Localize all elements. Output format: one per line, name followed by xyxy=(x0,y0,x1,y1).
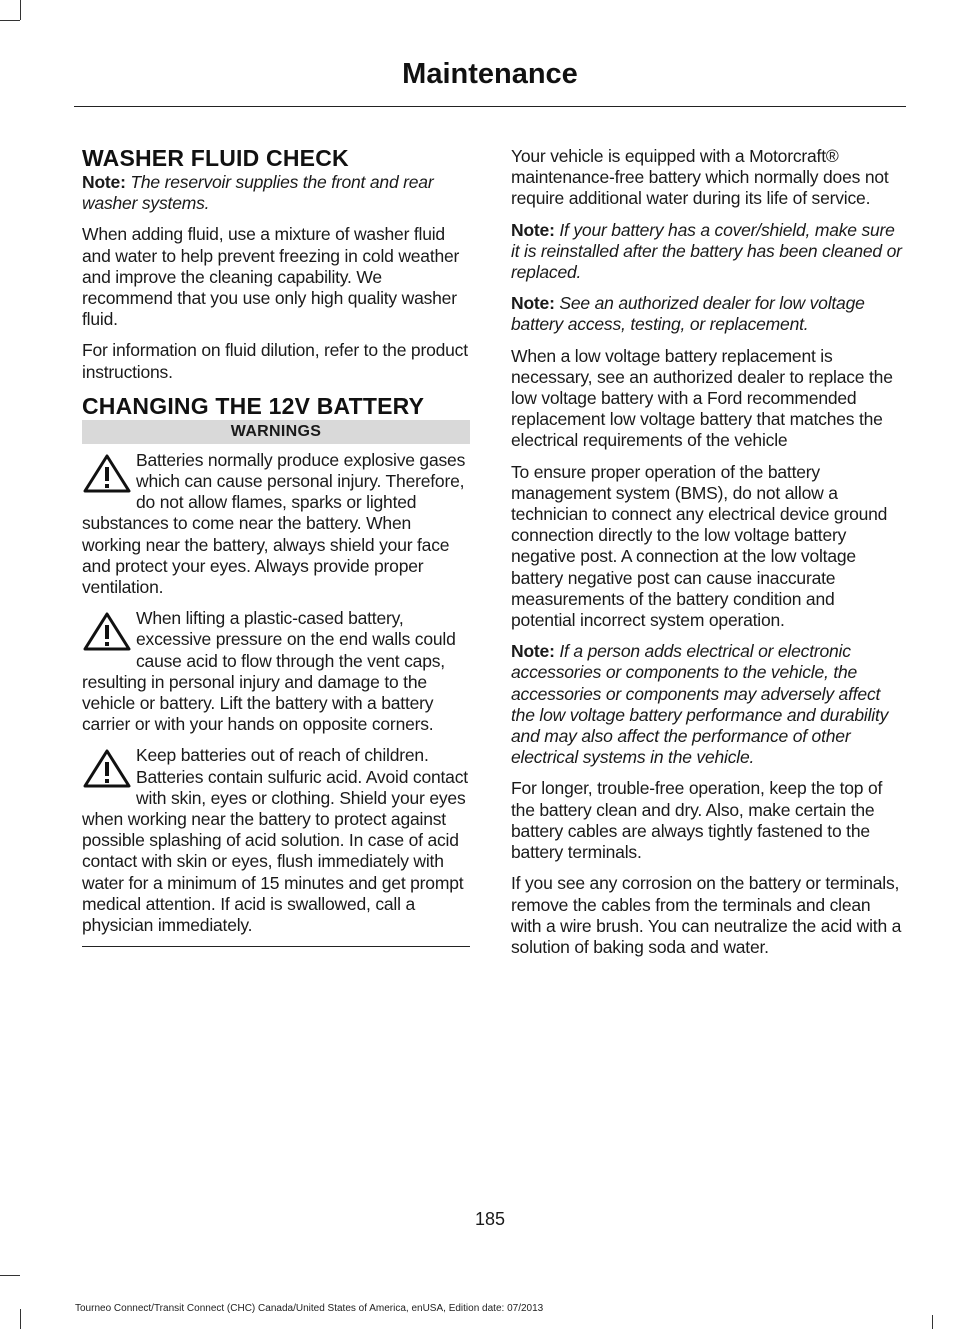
battery-paragraph: When a low voltage battery replacement is necessary, see an authorized dealer to replace the low voltage battery with a Ford recommended replacement low voltage battery that matches the electrical requirements of the vehicle xyxy=(511,345,893,451)
footer-edition-text: Tourneo Connect/Transit Connect (CHC) Canada/United States of America, enUSA, Edition date: 07/2013 xyxy=(75,1303,544,1314)
crop-mark xyxy=(20,1309,21,1329)
header-divider xyxy=(74,106,906,107)
crop-mark xyxy=(20,0,21,20)
battery-paragraph: To ensure proper operation of the battery management system (BMS), do not allow a technician to connect any electrical device ground connection directly to the low voltage battery negative post. A connection at the low voltage battery negative post can cause inaccurate measurements of the battery condition and potential incorrect system operation. xyxy=(511,461,888,631)
note-label: Note: xyxy=(511,641,555,662)
washer-paragraph: For information on fluid dilution, refer to the product instructions. xyxy=(82,340,468,382)
note-text: If a person adds electrical or electronic accessories or components to the vehicle, the accessories or components may adversely affect the low voltage battery performance and durability and may also affect the performance of other electrical systems in the vehicle. xyxy=(511,641,889,768)
page-number: 185 xyxy=(474,1209,506,1229)
crop-mark xyxy=(0,20,20,21)
right-column xyxy=(511,146,903,968)
note-label: Note: xyxy=(511,219,555,240)
battery-paragraph: For longer, trouble-free operation, keep the top of the battery clean and dry. Also, make certain the battery cables are always tightly fastened to the battery terminals. xyxy=(511,778,883,863)
crop-mark xyxy=(0,1275,20,1276)
note-text: The reservoir supplies the front and rear washer systems. xyxy=(82,172,434,214)
note-text: If your battery has a cover/shield, make sure it is reinstalled after the battery has been cleaned or replaced. xyxy=(511,219,902,283)
warning-triangle-icon xyxy=(82,611,132,653)
battery-note xyxy=(511,641,903,768)
note-text: See an authorized dealer for low voltage battery access, testing, or replacement. xyxy=(511,293,865,335)
note-label: Note: xyxy=(511,293,555,314)
battery-note xyxy=(511,220,903,284)
washer-note xyxy=(82,172,470,214)
left-column xyxy=(82,145,470,947)
warning-triangle-icon xyxy=(82,748,132,790)
warning-text: When lifting a plastic-cased battery, excessive pressure on the end walls could cause acid to flow through the vent caps, resulting in personal injury and damage to the vehicle or battery. Lift the battery with a battery carrier or with your hands on opposite corners. xyxy=(82,608,456,735)
warning-text: Batteries normally produce explosive gases which can cause personal injury. Therefore, do not allow flames, sparks or lighted substances to come near the battery. When working near the battery, always shield your face and protect your eyes. Always provide proper ventilation. xyxy=(82,449,466,598)
warning-triangle-icon xyxy=(82,453,132,495)
washer-paragraph: When adding fluid, use a mixture of washer fluid and water to help prevent freezing in cold weather and improve the cleaning capability. We recommend that you use only high quality washer fluid. xyxy=(82,224,460,330)
note-label: Note: xyxy=(82,172,126,192)
washer-fluid-heading: WASHER FLUID CHECK xyxy=(82,145,349,171)
battery-heading: CHANGING THE 12V BATTERY xyxy=(82,392,425,419)
battery-note xyxy=(511,293,903,335)
warnings-divider xyxy=(82,946,470,947)
warning-item xyxy=(82,745,470,936)
battery-paragraph: Your vehicle is equipped with a Motorcraft® maintenance-free battery which normally does not require additional water during its life of service. xyxy=(511,146,889,209)
crop-mark xyxy=(932,1315,933,1329)
warning-item xyxy=(82,450,470,598)
page-title: Maintenance xyxy=(402,58,578,90)
warning-item xyxy=(82,608,470,735)
warning-text: Keep batteries out of reach of children. Batteries contain sulfuric acid. Avoid contact with skin, eyes or clothing. Shield your eyes when working near the battery to protect against possible splashing of acid solution. In case of acid contact with skin or eyes, flush immediately with water for a minimum of 15 minutes and get prompt medical attention. If acid is swallowed, call a physician immediately. xyxy=(82,745,468,936)
battery-paragraph: If you see any corrosion on the battery or terminals, remove the cables from the terminals and clean with a wire brush. You can neutralize the acid with a solution of baking soda and water. xyxy=(511,873,902,957)
warnings-header: WARNINGS xyxy=(82,420,470,444)
